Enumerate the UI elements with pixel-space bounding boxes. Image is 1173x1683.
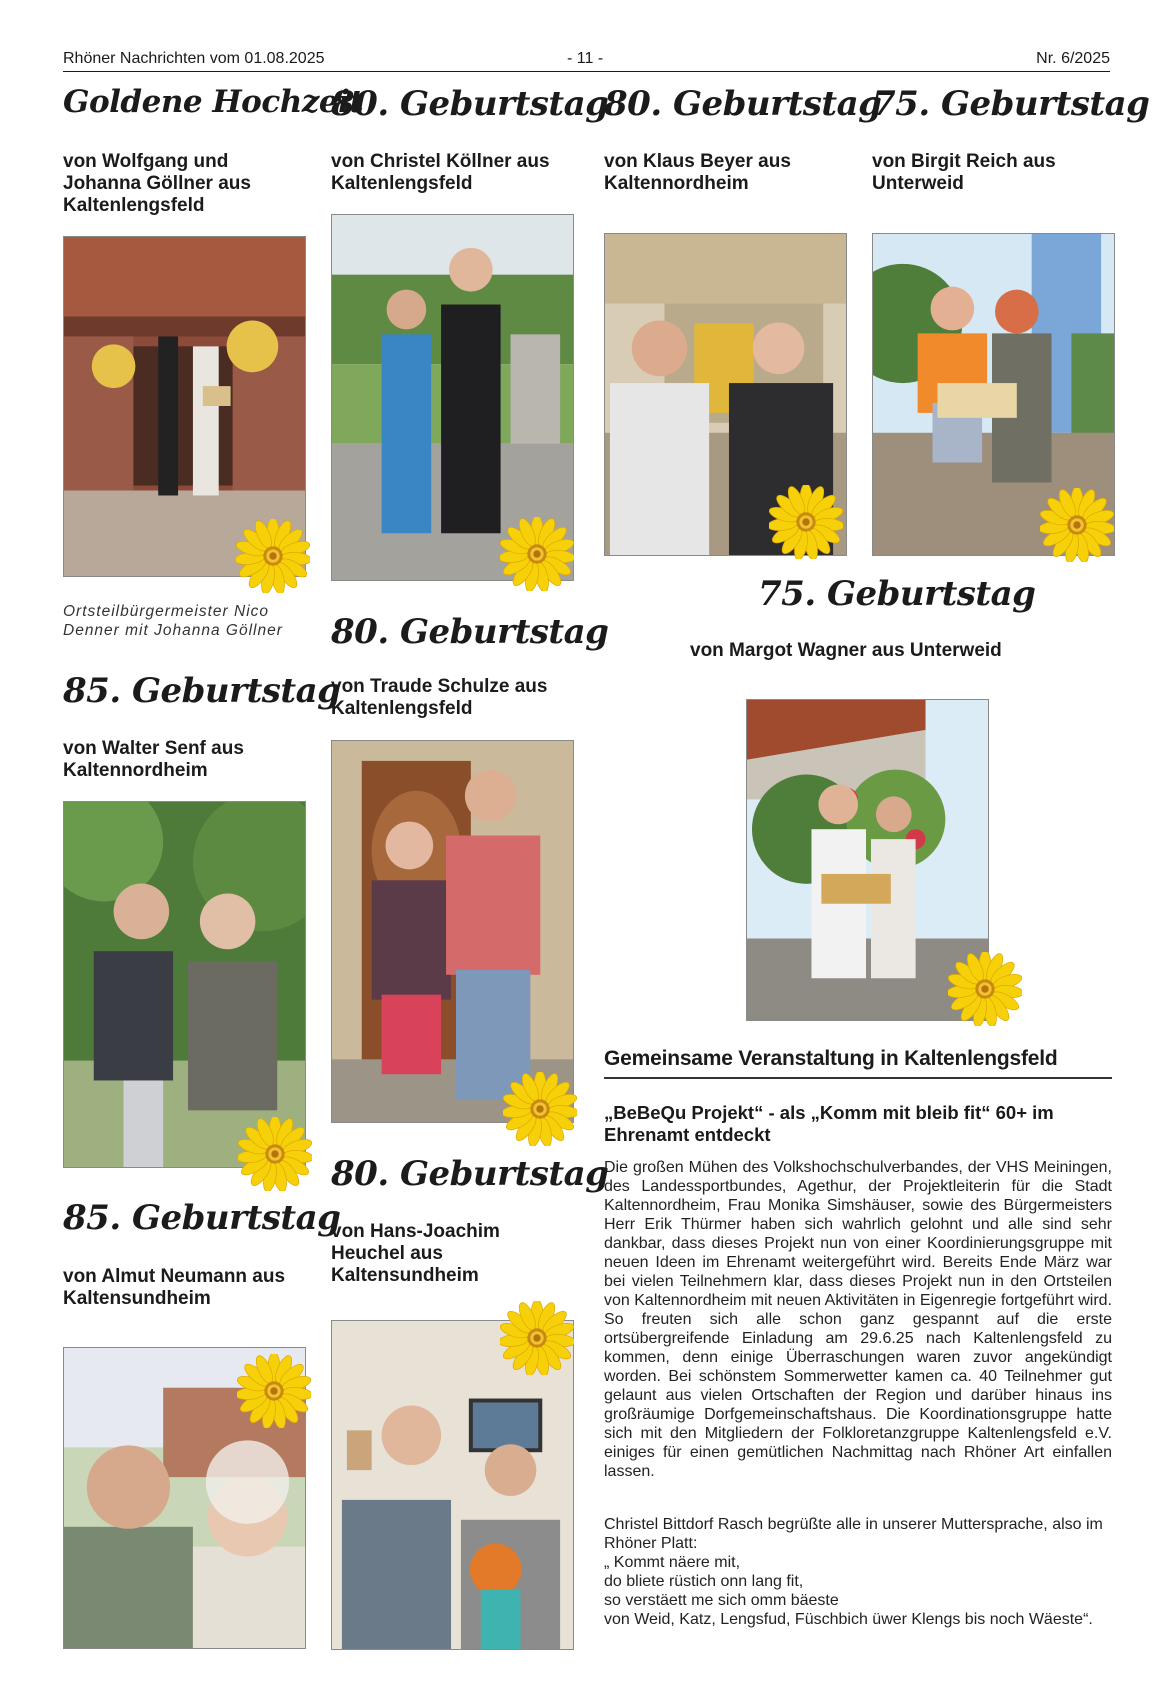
title-goldene-hochzeit: Goldene Hochzeit	[63, 84, 364, 120]
sunflower-icon	[236, 519, 310, 593]
article-poem-line: von Weid, Katz, Lengsfud, Füschbich üwer Klengs bis noch Wäeste“.	[604, 1611, 1093, 1628]
title-75-geburtstag-reich: 75. Geburtstag	[872, 84, 1150, 124]
article-poem-line: so verstäett me sich omm bäeste	[604, 1592, 839, 1609]
article-poem-line: do bliete rüstich onn lang fit,	[604, 1573, 804, 1590]
title-85-geburtstag-senf: 85. Geburtstag	[63, 671, 341, 711]
article-poem-line: „ Kommt näere mit,	[604, 1554, 741, 1571]
subtitle-goellner: von Wolfgang und Johanna Göllner aus Kaltenlengsfeld	[63, 151, 251, 216]
title-80-geburtstag-schulze: 80. Geburtstag	[331, 612, 609, 652]
subtitle-senf: von Walter Senf aus Kaltennordheim	[63, 738, 244, 781]
sunflower-icon	[1040, 488, 1114, 562]
subtitle-beyer: von Klaus Beyer aus Kaltennordheim	[604, 151, 791, 194]
subtitle-neumann: von Almut Neumann aus Kaltensundheim	[63, 1266, 286, 1309]
page-header	[63, 50, 1110, 72]
subtitle-reich: von Birgit Reich aus Unterweid	[872, 151, 1056, 194]
publication-date: Rhöner Nachrichten vom 01.08.2025	[63, 50, 325, 67]
article-headline: „BeBeQu Projekt“ - als „Komm mit bleib fit“ 60+ im Ehrenamt entdeckt	[604, 1102, 1054, 1145]
subtitle-schulze: von Traude Schulze aus Kaltenlengsfeld	[331, 676, 548, 719]
sunflower-icon	[500, 1301, 574, 1375]
sunflower-icon	[503, 1072, 577, 1146]
section-title: Gemeinsame Veranstaltung in Kaltenlengsfeld	[604, 1047, 1058, 1070]
subtitle-wagner: von Margot Wagner aus Unterweid	[690, 640, 1002, 661]
header-divider	[63, 71, 1110, 72]
sunflower-icon	[237, 1354, 311, 1428]
subtitle-heuchel: von Hans-Joachim Heuchel aus Kaltensundheim	[331, 1221, 500, 1286]
title-80-geburtstag-beyer: 80. Geburtstag	[604, 84, 882, 124]
title-85-geburtstag-neumann: 85. Geburtstag	[63, 1198, 341, 1238]
photo-traude-schulze	[331, 740, 574, 1123]
sunflower-icon	[769, 485, 843, 559]
sunflower-icon	[948, 952, 1022, 1026]
title-80-geburtstag-koellner: 80. Geburtstag	[331, 84, 609, 124]
article-body: Die großen Mühen des Volkshochschulverbandes, der VHS Meiningen, des Landessportbundes, Agethur, der Projektleiterin für die Stadt Kaltennordheim, Frau Monika Simshäuser, sowie des Bürgermeisters Herr Erik Thürmer haben sich wahrlich gelohnt und alle sind sehr dankbar, dass dieses Projekt nun von einer Koordinierungsgruppe mit neuen Ideen im Ehrenamt weitergeführt wird. Bereits Ende März war bei vielen Teilnehmern klar, dass dieses Projekt nun in den Ortsteilen von Kaltennordheim mit neuen Aktivitäten in Eigenregie fortgeführt wird. So freuten sich alle schon ganz gespannt auf die erste ortsübergreifende Einladung am 29.6.25 nach Kaltenlengsfeld zu kommen, denn einige Überraschungen waren zuvor angekündigt worden. Bei schönstem Sommerwetter kamen ca. 40 Teilnehmer gut gelaunt aus vielen Ortschaften der Region und darüber hinaus ins großräumige Dorfgemeinschaftshaus. Die Koordinationsgruppe hatte sich mit den Mitgliedern der Folkloretanzgruppe Kaltenlengsfeld e.V. einiges für einen gemütlichen Nachmittag nach Rhöner Art einfallen lassen.	[604, 1159, 1112, 1480]
caption-goldene-hochzeit: Ortsteilbürgermeister Nico Denner mit Johanna Göllner	[63, 603, 283, 639]
subtitle-koellner: von Christel Köllner aus Kaltenlengsfeld	[331, 151, 550, 194]
article-poem	[604, 1515, 1112, 1629]
title-80-geburtstag-heuchel: 80. Geburtstag	[331, 1154, 609, 1194]
photo-walter-senf	[63, 801, 306, 1168]
issue-number: Nr. 6/2025	[1036, 50, 1110, 67]
sunflower-icon	[500, 517, 574, 591]
article-poem-intro: Christel Bittdorf Rasch begrüßte alle in unserer Muttersprache, also im Rhöner Platt:	[604, 1516, 1103, 1552]
sunflower-icon	[238, 1117, 312, 1191]
page-number: - 11 -	[567, 50, 604, 67]
section-divider	[604, 1077, 1112, 1079]
title-75-geburtstag-wagner: 75. Geburtstag	[758, 574, 1036, 614]
